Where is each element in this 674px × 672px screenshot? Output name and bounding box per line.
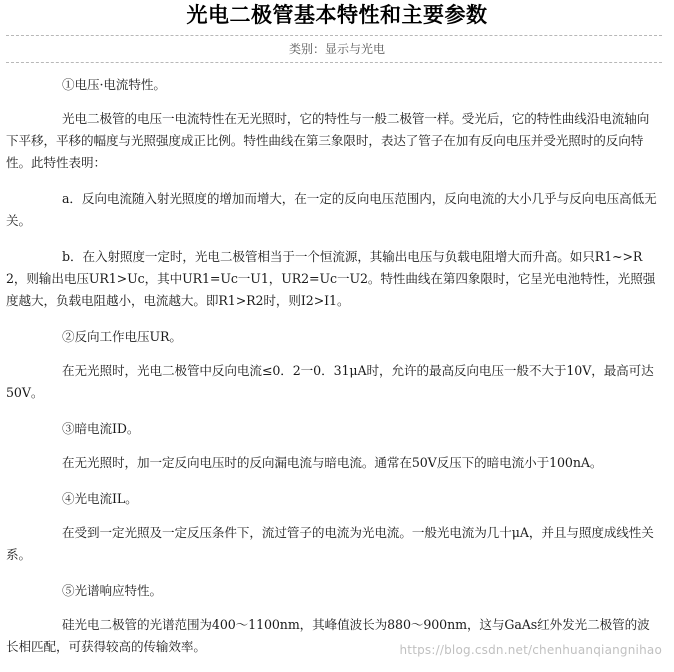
- paragraph: 硅光电二极管的光谱范围为400～1100nm，其峰值波长为880～900nm，这与GaAs红外发光二极管的波长相匹配，可获得较高的传输效率。: [6, 617, 650, 654]
- category-divider: [6, 62, 662, 63]
- article-body: [6, 74, 658, 672]
- section-heading-spectral-response: ⑤光谱响应特性。: [62, 583, 162, 598]
- paragraph: 在无光照时，加一定反向电压时的反向漏电流与暗电流。通常在50V反压下的暗电流小于100nA。: [62, 455, 603, 470]
- section-heading-voltage-current: ①电压·电流特性。: [62, 77, 166, 92]
- paragraph: 在无光照时，光电二极管中反向电流≤0．2一0．31μA时，允许的最高反向电压一般不大于10V，最高可达50V。: [6, 363, 654, 400]
- paragraph: a．反向电流随入射光照度的增加而增大，在一定的反向电压范围内，反向电流的大小几乎与反向电压高低无关。: [6, 191, 657, 228]
- section-heading-dark-current: ③暗电流ID。: [62, 421, 140, 436]
- article-title: 光电二极管基本特性和主要参数: [186, 3, 488, 27]
- section-heading-reverse-voltage: ②反向工作电压UR。: [62, 329, 182, 344]
- watermark-url: https://blog.csdn.net/chenhuanqiangnihao: [399, 643, 662, 657]
- paragraph: 光电二极管的电压一电流特性在无光照时，它的特性与一般二极管一样。受光后，它的特性曲线沿电流轴向下平移，平移的幅度与光照强度成正比例。特性曲线在第三象限时，表达了管子在加有反向电压并受光照时的反向特性。此特性表明：: [6, 111, 650, 170]
- top-divider: [6, 35, 662, 36]
- section-heading-photocurrent: ④光电流IL。: [62, 491, 138, 506]
- paragraph: b．在入射照度一定时，光电二极管相当于一个恒流源，其输出电压与负载电阻增大而升高。如只R1~>R2，则输出电压UR1>Uc，其中UR1=Uc一U1，UR2=Uc一U2。特性曲线在第四象限时，它呈光电池特性，光照强度越大，负载电阻越小，电流越大。即R1>R2时，则I2>I1。: [6, 249, 656, 308]
- article-category: 类别：显示与光电: [288, 42, 385, 56]
- paragraph: 在受到一定光照及一定反压条件下，流过管子的电流为光电流。一般光电流为几十μA，并且与照度成线性关系。: [6, 525, 654, 562]
